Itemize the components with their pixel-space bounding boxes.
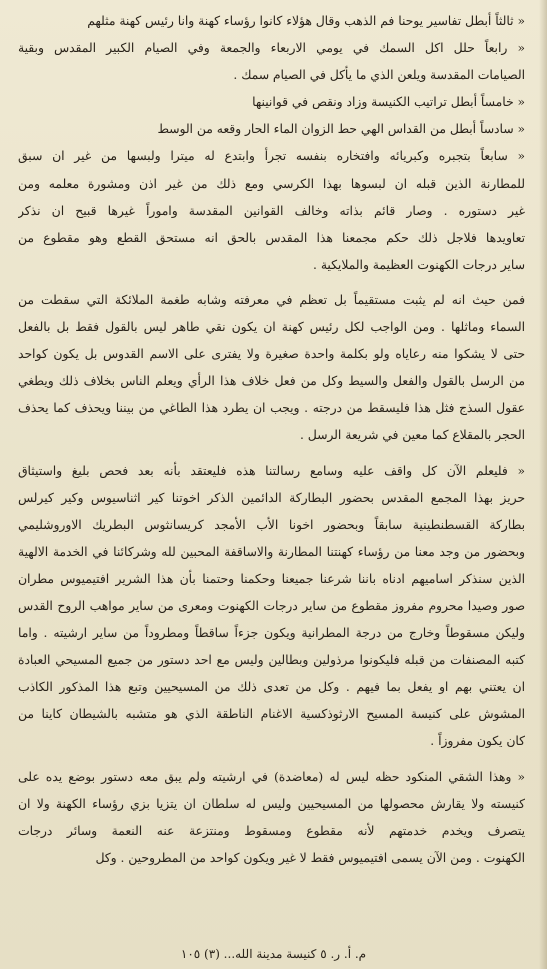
text-line: ساير درجات الكهنوت العظيمة والملايكية . xyxy=(313,257,525,272)
text-line: صور وصيدا محروم مفروز مقطوع من ساير درجات الكهنوت ومعرى من ساير مواهب الروح القدس xyxy=(18,598,525,613)
text-line: السماء وماثلها . ومن الواجب لكل رئيس كهنة ان يكون نقي طاهر ليس بالقول فقط بل بالفعل xyxy=(18,320,525,335)
text-line: تعاويدها فلاجل ذلك حكم مجمعنا هذا المقدس بالحق انه مستحق القطع وهو مقطوع من xyxy=(18,230,525,245)
text-line: عقول السذج فثل هذا فليسقط من درجته . ويجب ان يطرد هذا الطاغي من بيننا ويحذف كما يحذف xyxy=(18,401,525,416)
paragraph xyxy=(18,764,525,872)
paragraph xyxy=(18,8,525,35)
text-line: للمطارنة الذين قبله ان لبسوها بهذا الكرسي ومع ذلك من غير اذن ومشورة معلمه ومن xyxy=(18,176,525,191)
text-line: الكهنوت . ومن الآن يسمى افتيميوس فقط لا غير ويكون كواحد من المطروحين . وكل xyxy=(95,850,525,865)
text-line: حتى لا يشكوا منه رعاياه ولو بكلمة واحدة صغيرة ولا يفترى على الاسم القدوس بل يكون كواحد xyxy=(18,347,525,362)
paragraph xyxy=(18,143,525,278)
text-line: فمن حيث انه لم يثبت مستقيماً بل تعظم في معرفته وشابه طغمة الملائكة التي سقطت من xyxy=(18,292,525,307)
paragraph xyxy=(18,89,525,116)
paragraph xyxy=(18,287,525,450)
text-line: الصيامات المقدسة ويلعن الذي ما يأكل في الصيام سمك . xyxy=(233,68,525,83)
text-line: « فليعلم الآن كل واقف عليه وسامع رسالتنا هذه فليعتقد بأنه بعد فحص بليغ واستيثاق xyxy=(18,463,525,478)
text-line: من الرسل بالقول والفعل والسيط وكل من فعل خلاف هذا الرأي ويعلم الناس بخلاف ذلك ويطغي xyxy=(18,374,525,389)
text-line: « سابعاً بتجبره وكبريائه وافتخاره بنفسه تجرأ وابتدع له ميترا ولبسها من غير ان سبق xyxy=(18,149,525,164)
text-line: المشوش على كنيسة المسيح الارثوذكسية الاغنام الناطقة الذي هو متشبه بالشيطان كاينا من xyxy=(18,707,525,722)
text-line: « خامساً أبطل تراتيب الكنيسة وزاد ونقص في قوانينها xyxy=(252,95,525,110)
text-line: وليكن مسقوطاً وخارج من درجة المطرانية ويكون جزءاً ساقطاً ومطروداً من ساير ارشيته . واما xyxy=(18,626,525,641)
text-line: بطاركة القسطنطينية سابقاً وبحضور اخونا الأب الأمجد كريسانثوس البطريك الاوروشليمي xyxy=(18,517,525,532)
text-line: « سادساً أبطل من القداس الهي حط الزوان الماء الحار وقعه من الوسط xyxy=(157,122,525,137)
text-line: غير دستوره . وصار قائم بذاته وخالف القوانين المقدسة واموراً غيرها قبيح ان نذكر xyxy=(18,203,525,218)
text-line: كنيسته ولا يقارش محصولها من المسيحيين وليس له سلطان ان يتزيا بزي رؤساء الكهنة ولا ان xyxy=(18,796,525,811)
document-body xyxy=(18,8,525,872)
text-line: ان يعتني بهم او يفعل بما فيهم . وكل من تعدى ذلك من المسيحيين وتبع هذا المذكور الكاذب xyxy=(18,680,525,695)
text-line: حريز بهذا المجمع المقدس بحضور البطاركة الدائمين الذكر اخوتنا كير اثناسيوس وكير كيرلس xyxy=(18,490,525,505)
page-footer: م. أ. ر. ٥ كنيسة مدينة الله... (٣) ١٠٥ xyxy=(180,947,367,961)
text-line: الذين سنذكر اساميهم ادناه باننا شرعنا جميعنا وحكمنا وحتمنا بأن هذا الشرير افتيميوس مطران xyxy=(18,571,525,586)
text-line: كتبه المصنفات من قبله فليكونوا مرذولين وبطالين وليس مع احد دستور من جميع المسيحي العبادة xyxy=(18,653,525,668)
text-line: الحجر بالمقلاع كما معين في شريعة الرسل . xyxy=(299,428,525,443)
text-line: « ثالثاً أبطل تفاسير يوحنا فم الذهب وقال هؤلاء كانوا رؤساء كهنة وانا رئيس كهنة مثلهم xyxy=(87,14,525,28)
text-line: « وهذا الشقي المنكود حظه ليس له (معاضدة) في ارشيته ولم يبق معه دستور بوضع يده على xyxy=(18,769,525,784)
paragraph xyxy=(18,35,525,89)
text-line: كان يكون مفروزاً . xyxy=(430,734,525,749)
text-line: يتصرف ويخدم خدمتهم لأنه مقطوع ومسقوط ومنتزعة عنه النعمة وسائر درجات xyxy=(18,823,525,838)
text-line: وبحضور من وجد معنا من رؤساء كهنتنا المطارنة والاساقفة المحبين لله وشركائنا في الخدمة الالهية xyxy=(18,544,525,559)
paragraph xyxy=(18,116,525,143)
paragraph xyxy=(18,458,525,756)
text-line: « رابعاً حلل اكل السمك في يومي الاربعاء والجمعة وفي الصيام الكبير المقدس وبقية xyxy=(18,41,525,56)
